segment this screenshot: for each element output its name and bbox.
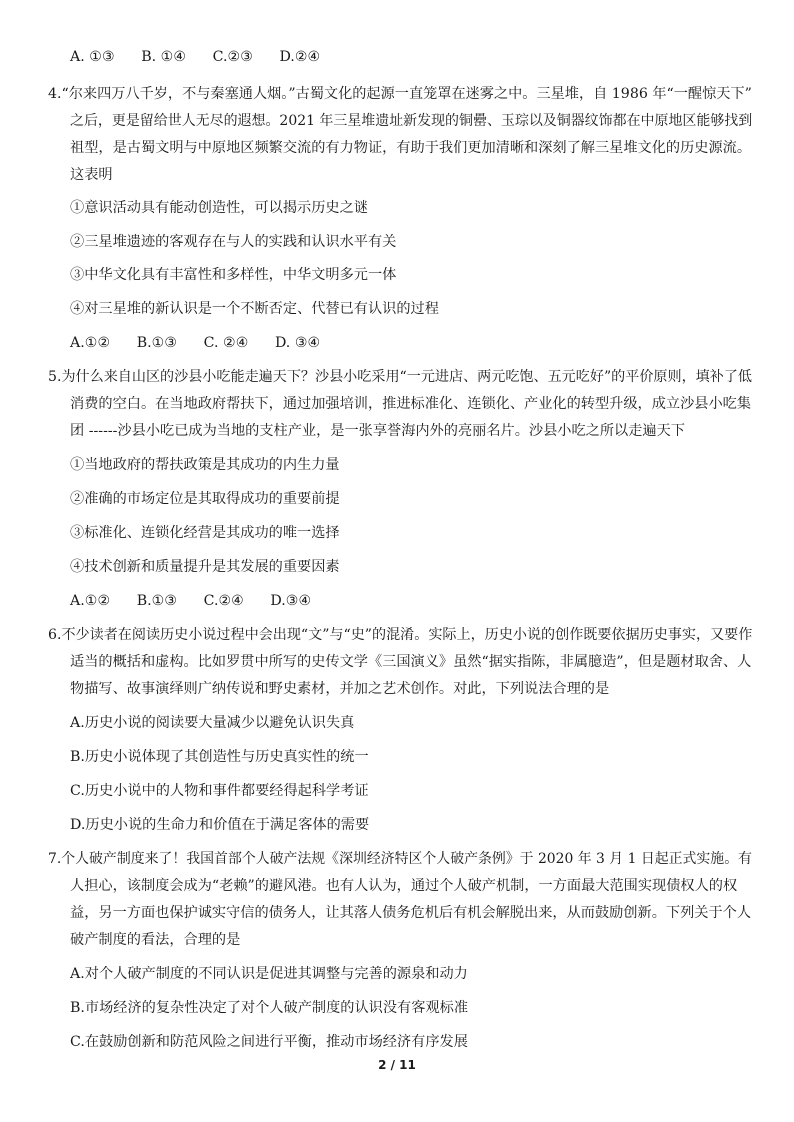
q4-stem-line: 之后，更是留给世人无尽的遐想。2021 年三星堆遗址新发现的铜罍、玉琮以及铜器纹饰都在中原地区能够找到 [70,113,753,129]
q4-stem-line: 祖型，是古蜀文明与中原地区频繁交流的有力物证，有助于我们更加清晰和深刻了解三星堆文化的历史源流。 [70,140,752,156]
q3-option-d: D.②④ [279,49,321,65]
q5-stem-line: 消费的空白。在当地政府帮扶下，通过加强培训，推进标准化、连锁化、产业化的转型升级，成立沙县小吃集 [70,396,752,412]
q4-option-d: D. ③④ [274,335,321,351]
q5-option-b: B.①③ [136,593,178,609]
q5-stem-line: 5.为什么来自山区的沙县小吃能走遍天下？沙县小吃采用“一元进店、两元吃饱、五元吃好”的平价原则，填补了低 [48,369,753,385]
q6-stem-line: 物描写、故事演绎则广纳传说和野史素材，并加之艺术创作。对此，下列说法合理的是 [70,681,610,697]
q5-item-2: ②准确的市场定位是其取得成功的重要前提 [70,491,340,507]
q4-options [70,334,320,352]
q7-choice-b: B.市场经济的复杂性决定了对个人破产制度的认识没有客观标准 [70,1000,469,1016]
q6-choice-c: C.历史小说中的人物和事件都要经得起科学考证 [70,783,369,799]
q4-option-a: A.①② [70,335,111,351]
q4-item-4: ④对三星堆的新认识是一个不断否定、代替已有认识的过程 [70,301,439,317]
q5-option-a: A.①② [70,593,111,609]
q3-options [70,48,320,66]
q4-stem-line: 4.“尔来四万八千岁，不与秦塞通人烟。”古蜀文化的起源一直笼罩在迷雾之中。三星堆，自 1986 年“一醒惊天下” [48,86,752,102]
q5-item-1: ①当地政府的帮扶政策是其成功的内生力量 [70,457,340,473]
q5-item-4: ④技术创新和质量提升是其发展的重要因素 [70,559,340,575]
q7-choice-c: C.在鼓励创新和防范风险之间进行平衡，推动市场经济有序发展 [70,1034,468,1050]
q4-option-b: B.①③ [136,335,178,351]
q5-options [70,592,311,610]
q6-choice-d: D.历史小说的生命力和价值在于满足客体的需要 [70,817,370,833]
q6-stem-line: 适当的概括和虚构。比如罗贯中所写的史传文学《三国演义》虽然“据实指陈，非属臆造”，但是题材取舍、人 [70,654,752,670]
q6-choice-a: A.历史小说的阅读要大量减少以避免认识失真 [70,715,355,731]
q5-option-c: C.②④ [203,593,244,609]
q3-option-a: A. ①③ [70,49,115,65]
page-number: 2 / 11 [378,1058,416,1072]
q5-option-d: D.③④ [270,593,312,609]
q5-stem-line: 团 ------沙县小吃已成为当地的支柱产业，是一张享誉海内外的亮丽名片。沙县小吃之所以走遍天下 [70,423,685,439]
q3-option-b: B. ①④ [141,49,187,65]
q4-option-c: C. ②④ [203,335,249,351]
q7-choice-a: A.对个人破产制度的不同认识是促进其调整与完善的源泉和动力 [70,966,468,982]
q7-stem-line: 破产制度的看法，合理的是 [70,932,241,948]
q4-item-1: ①意识活动具有能动创造性，可以揭示历史之谜 [70,200,368,216]
q7-stem-line: 7.个人破产制度来了！我国首部个人破产法规《深圳经济特区个人破产条例》于 2020 年 3 月 1 日起正式实施。有 [48,851,752,867]
q7-stem-line: 益，另一方面也保护诚实守信的债务人，让其落人债务危机后有机会解脱出来，从而鼓励创新。下列关于个人 [70,905,752,921]
q5-item-3: ③标准化、连锁化经营是其成功的唯一选择 [70,525,340,541]
q4-stem-line: 这表明 [70,167,113,183]
q3-option-c: C.②③ [212,49,253,65]
q6-choice-b: B.历史小说体现了其创造性与历史真实性的统一 [70,749,369,765]
q4-item-2: ②三星堆遗迹的客观存在与人的实践和认识水平有关 [70,234,397,250]
q6-stem-line: 6.不少读者在阅读历史小说过程中会出现“文”与“史”的混淆。实际上，历史小说的创作既要依据历史事实，又要作 [48,627,753,643]
q4-item-3: ③中华文化具有丰富性和多样性，中华文明多元一体 [70,267,397,283]
q7-stem-line: 人担心，该制度会成为“老赖”的避风港。也有人认为，通过个人破产机制，一方面最大范围实现债权人的权 [70,878,738,894]
